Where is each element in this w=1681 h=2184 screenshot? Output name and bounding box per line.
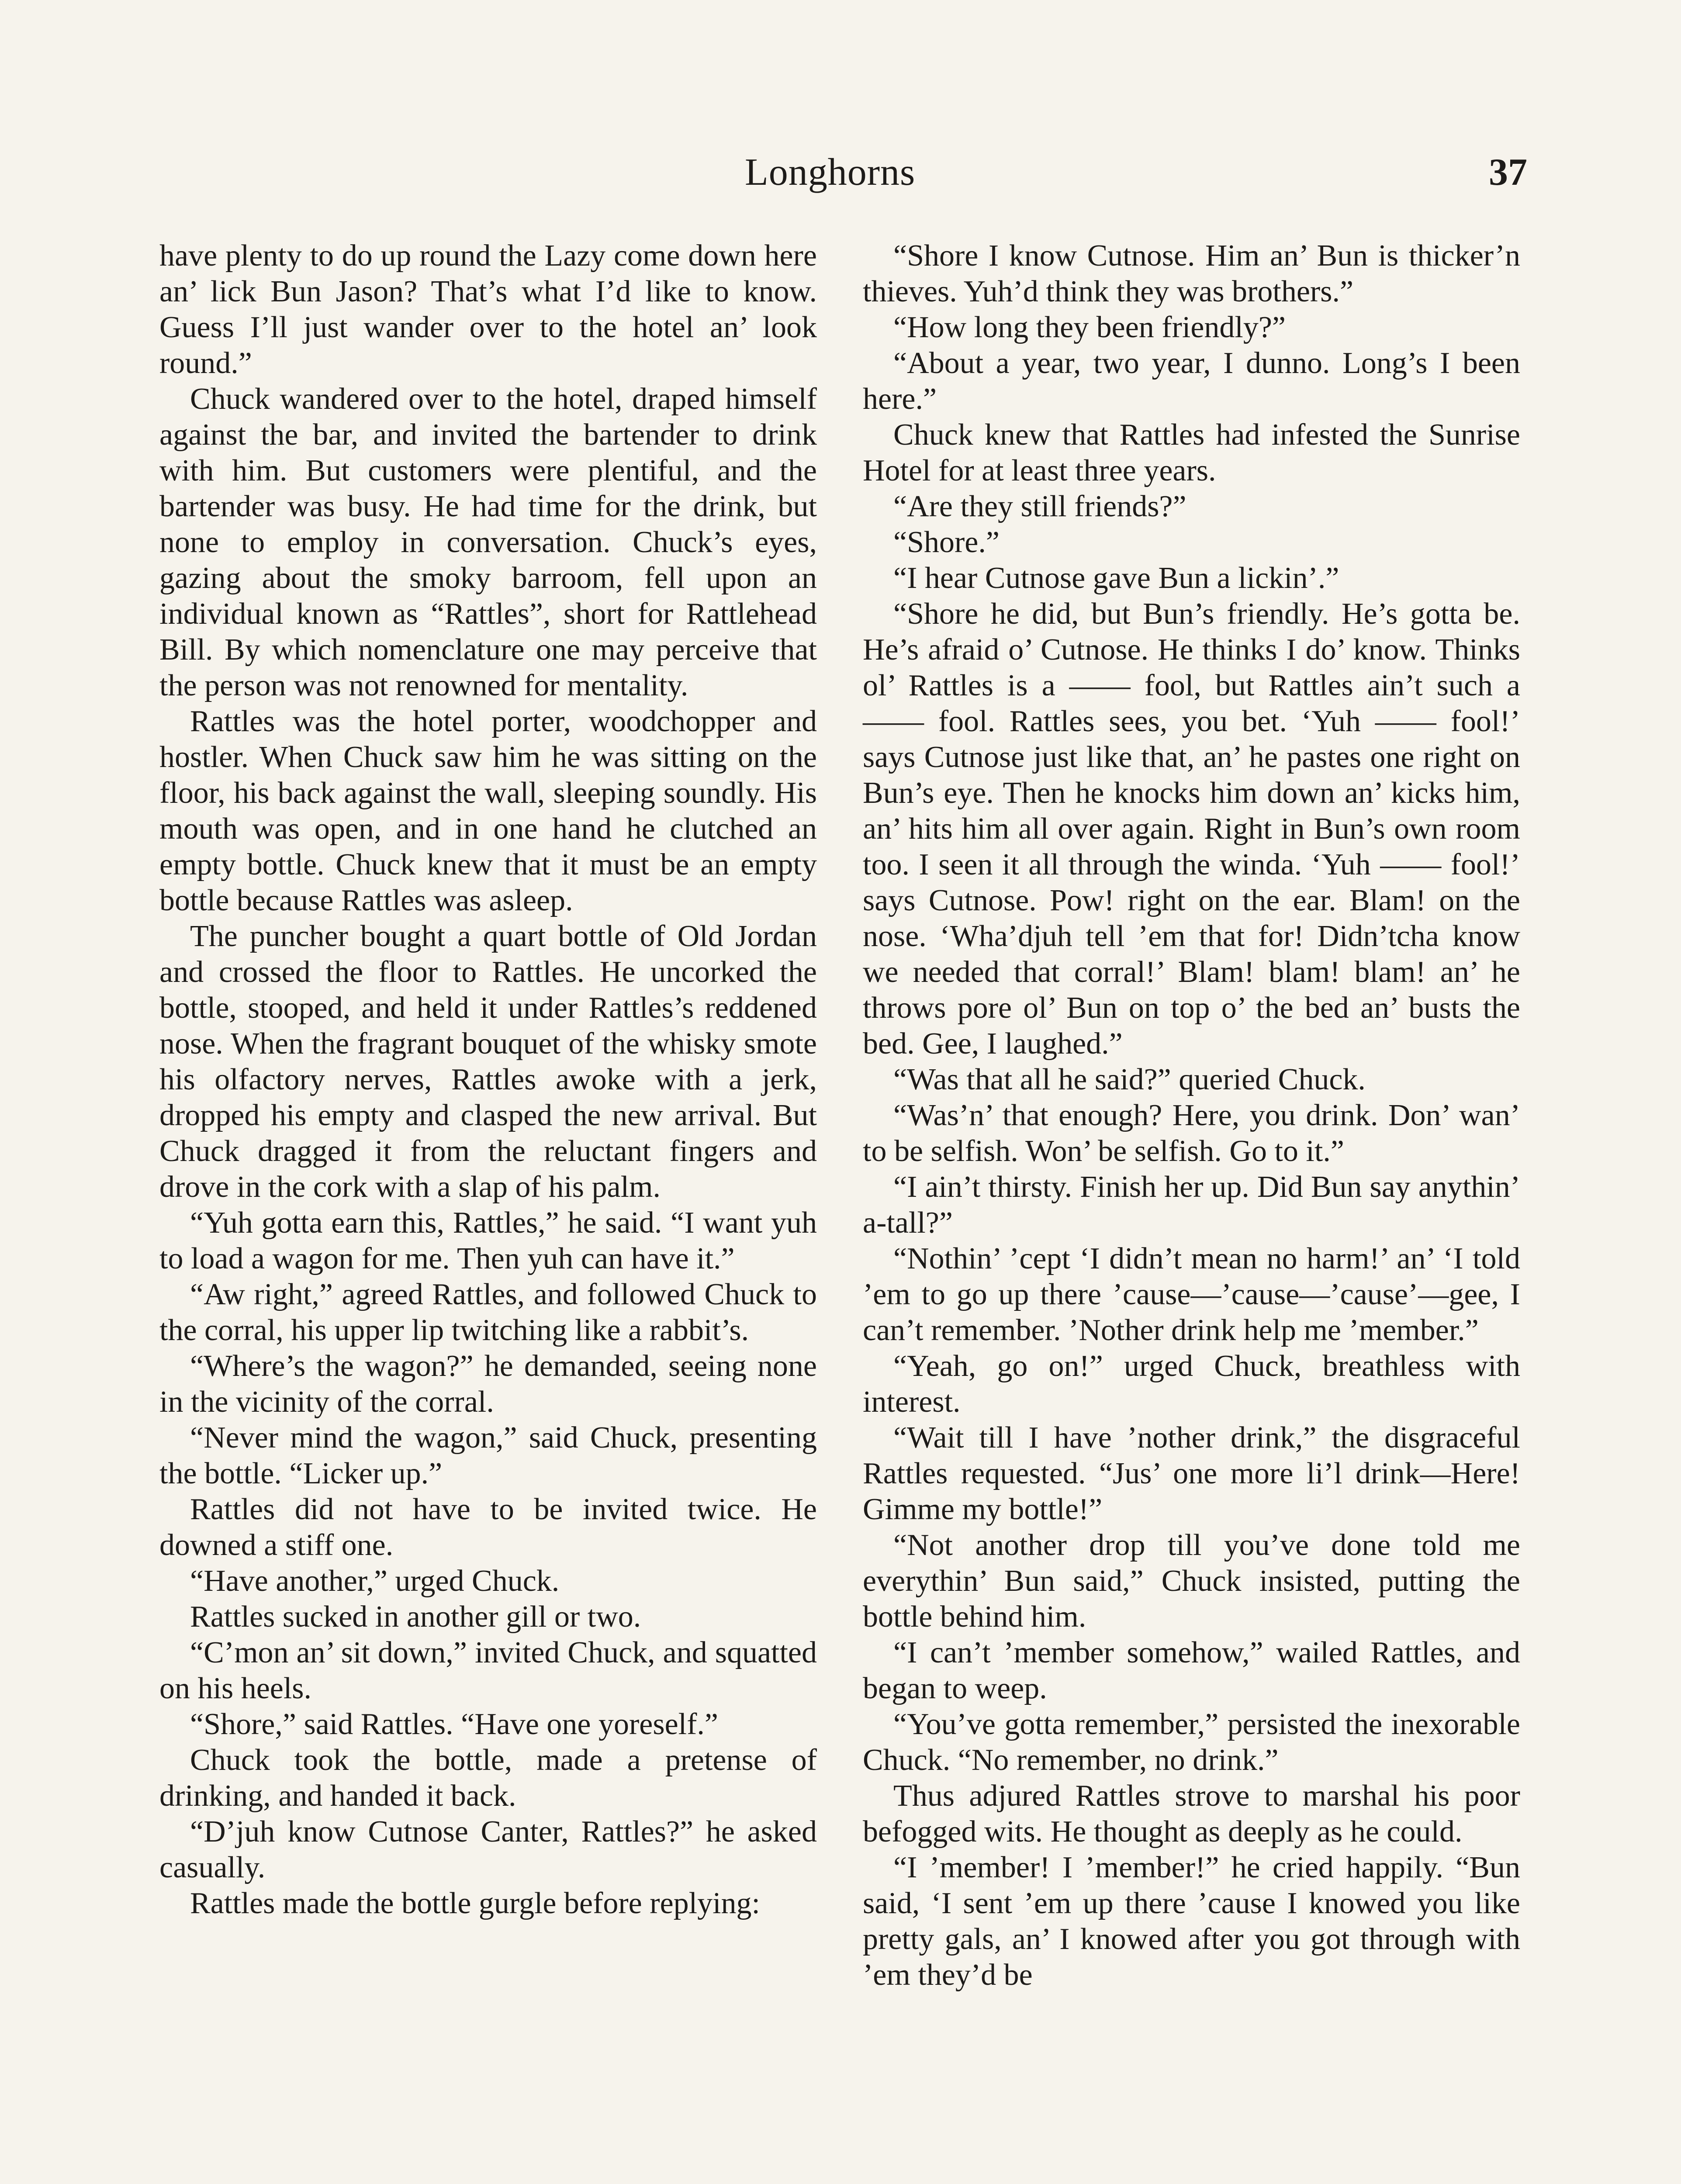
paragraph: “About a year, two year, I dunno. Long’s I been here.” bbox=[863, 346, 1520, 416]
paragraph: “C’mon an’ sit down,” invited Chuck, and squatted on his heels. bbox=[159, 1636, 817, 1705]
paragraph: have plenty to do up round the Lazy come down here an’ lick Bun Jason? That’s what I’d like to know. Guess I’ll just wander over to the hotel an’ look round.” bbox=[159, 239, 817, 380]
paragraph: “Have another,” urged Chuck. bbox=[190, 1564, 560, 1598]
paragraph: “D’juh know Cutnose Canter, Rattles?” he asked casually. bbox=[159, 1815, 817, 1884]
paragraph: Thus adjured Rattles strove to marshal his poor befogged wits. He thought as deeply as he could. bbox=[863, 1779, 1520, 1849]
paragraph: “How long they been friendly?” bbox=[893, 311, 1286, 344]
paragraph: “I can’t ’member somehow,” wailed Rattles, and began to weep. bbox=[863, 1636, 1520, 1705]
running-title: Longhorns bbox=[745, 151, 916, 194]
paragraph: Rattles did not have to be invited twice. He downed a stiff one. bbox=[159, 1493, 817, 1562]
paragraph: Rattles was the hotel porter, woodchopper and hostler. When Chuck saw him he was sitting on the floor, his back against the wall, sleeping soundly. His mouth was open, and in one hand he clutched an empty bottle. Chuck knew that it must be an empty bottle because Rattles was asleep. bbox=[159, 705, 817, 917]
paragraph: The puncher bought a quart bottle of Old Jordan and crossed the floor to Rattles. He uncorked the bottle, stooped, and held it under Rattles’s reddened nose. When the fragrant bouquet of the whisky smote his olfactory nerves, Rattles awoke with a jerk, dropped his empty and clasped the new arrival. But Chuck dragged it from the reluctant fingers and drove in the cork with a slap of his palm. bbox=[159, 919, 817, 1204]
paragraph: “Not another drop till you’ve done told me everythin’ Bun said,” Chuck insisted, putting the bottle behind him. bbox=[863, 1528, 1520, 1634]
paragraph: “Aw right,” agreed Rattles, and followed Chuck to the corral, his upper lip twitching like a rabbit’s. bbox=[159, 1278, 817, 1347]
paragraph: “You’ve gotta remember,” persisted the inexorable Chuck. “No remember, no drink.” bbox=[863, 1707, 1520, 1777]
paragraph: “Shore I know Cutnose. Him an’ Bun is thicker’n thieves. Yuh’d think they was brothers.” bbox=[863, 239, 1520, 308]
paragraph: “Yeah, go on!” urged Chuck, breathless with interest. bbox=[863, 1349, 1520, 1419]
paragraph: “Are they still friends?” bbox=[893, 490, 1186, 523]
paragraph: “Was that all he said?” queried Chuck. bbox=[893, 1063, 1366, 1096]
paragraph: “Nothin’ ’cept ‘I didn’t mean no harm!’ an’ ‘I told ’em to go up there ’cause—’cause—’cause’—gee, I can’t remember. ’Nother drink help me ’member.” bbox=[863, 1242, 1520, 1347]
paragraph: Chuck took the bottle, made a pretense of drinking, and handed it back. bbox=[159, 1743, 817, 1813]
running-header bbox=[0, 144, 1681, 201]
paragraph: Chuck knew that Rattles had infested the Sunrise Hotel for at least three years. bbox=[863, 418, 1520, 487]
paragraph: “I ain’t thirsty. Finish her up. Did Bun say anythin’ a-tall?” bbox=[863, 1170, 1520, 1240]
paragraph: “I ’member! I ’member!” he cried happily. “Bun said, ‘I sent ’em up there ’cause I knowed you like pretty gals, an’ I knowed after you got through with ’em they’d be bbox=[863, 1851, 1520, 1992]
paragraph: “Wait till I have ’nother drink,” the disgraceful Rattles requested. “Jus’ one more li’l drink—Here! Gimme my bottle!” bbox=[863, 1421, 1520, 1526]
paragraph: “I hear Cutnose gave Bun a lickin’.” bbox=[893, 561, 1339, 595]
paragraph: “Shore he did, but Bun’s friendly. He’s gotta be. He’s afraid o’ Cutnose. He thinks I do’ know. Thinks ol’ Rattles is a —— fool, but Rattles ain’t such a —— fool. Rattles sees, you bet. ‘Yuh —— fool!’ says Cutnose just like that, an’ he pastes one right on Bun’s eye. Then he knocks him down an’ kicks him, an’ hits him all over again. Right in Bun’s own room too. I seen it all through the winda. ‘Yuh —— fool!’ says Cutnose. Pow! right on the ear. Blam! on the nose. ‘Wha’djuh tell ’em that for! Didn’tcha know we needed that corral!’ Blam! blam! blam! an’ he throws pore ol’ Bun on top o’ the bed an’ busts the bed. Gee, I laughed.” bbox=[863, 597, 1520, 1061]
paragraph: “Shore,” said Rattles. “Have one yoreself.” bbox=[190, 1707, 718, 1741]
right-column bbox=[863, 238, 1520, 1993]
page-number: 37 bbox=[1489, 151, 1527, 194]
paragraph: “Where’s the wagon?” he demanded, seeing none in the vicinity of the corral. bbox=[159, 1349, 817, 1419]
left-column bbox=[159, 238, 817, 1921]
paragraph: “Yuh gotta earn this, Rattles,” he said. “I want yuh to load a wagon for me. Then yuh can have it.” bbox=[159, 1206, 817, 1275]
paragraph: “Shore.” bbox=[893, 525, 1000, 559]
paragraph: Rattles made the bottle gurgle before replying: bbox=[190, 1887, 760, 1920]
paragraph: Chuck wandered over to the hotel, draped himself against the bar, and invited the bartender to drink with him. But customers were plentiful, and the bartender was busy. He had time for the drink, but none to employ in conversation. Chuck’s eyes, gazing about the smoky barroom, fell upon an individual known as “Rattles”, short for Rattlehead Bill. By which nomenclature one may perceive that the person was not renowned for mentality. bbox=[159, 382, 817, 702]
paragraph: “Was’n’ that enough? Here, you drink. Don’ wan’ to be selfish. Won’ be selfish. Go to it.” bbox=[863, 1099, 1520, 1168]
paragraph: “Never mind the wagon,” said Chuck, presenting the bottle. “Licker up.” bbox=[159, 1421, 817, 1490]
paragraph: Rattles sucked in another gill or two. bbox=[190, 1600, 641, 1634]
